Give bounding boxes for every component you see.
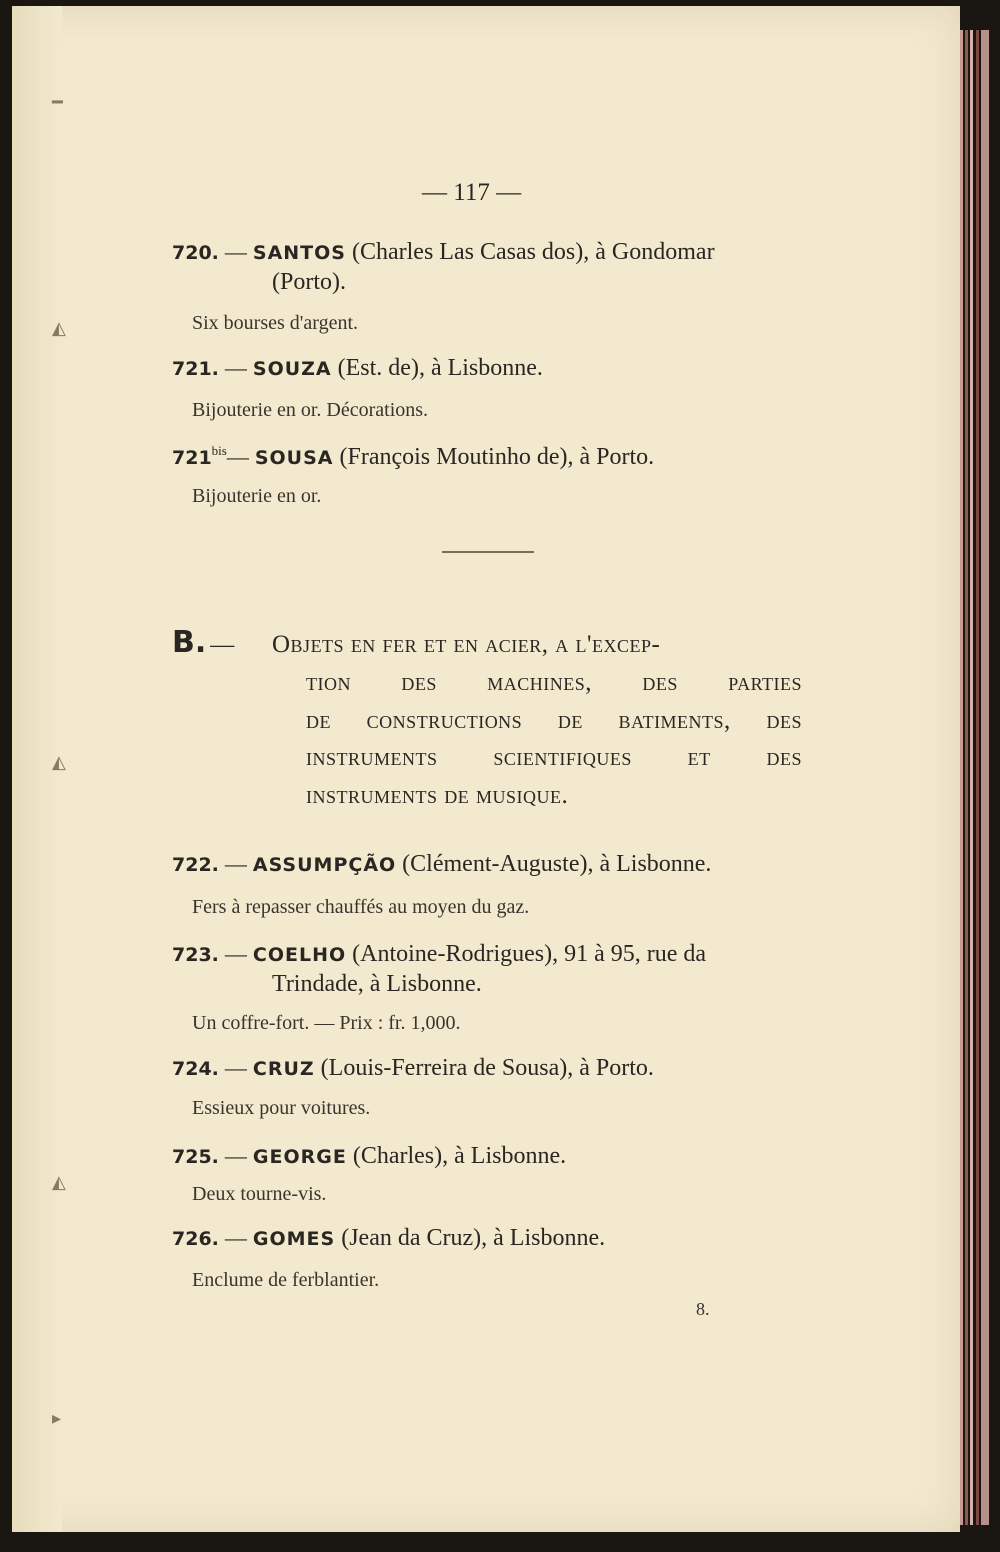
entry-number: 724. (172, 1058, 219, 1080)
exhibitor-name: GOMES (252, 1228, 336, 1250)
exhibitor-name: GEORGE (252, 1146, 347, 1168)
exhibitor-details: (Clément-Auguste), à Lisbonne. (402, 851, 712, 877)
entry-number: 726. (172, 1228, 219, 1250)
exhibitor-details: (Jean da Cruz), à Lisbonne. (341, 1225, 606, 1251)
entry-description: Un coffre-fort. — Prix : fr. 1,000. (192, 1012, 461, 1034)
entry-726 (172, 1226, 605, 1250)
entry-722 (172, 852, 711, 876)
section-heading-line-3: de constructions de batiments, des (306, 707, 802, 734)
binding-mark: ━ (52, 92, 63, 112)
section-letter-label: B. (172, 625, 207, 660)
entry-number-suffix: bis (211, 443, 227, 458)
entry-continuation: (Porto). (272, 269, 346, 295)
entry-description: Bijouterie en or. Décorations. (192, 399, 429, 421)
entry-724 (172, 1056, 654, 1080)
exhibitor-name: SANTOS (252, 242, 346, 264)
section-heading-line-1: Objets en fer et en acier, a l'excep- (272, 631, 661, 658)
entry-description: Six bourses d'argent. (192, 312, 358, 334)
entry-721-bis (172, 444, 654, 469)
entry-number: 725. (172, 1146, 219, 1168)
exhibitor-name: ASSUMPÇÃO (252, 854, 397, 876)
exhibitor-name: COELHO (252, 944, 347, 966)
entry-dash: — (224, 851, 247, 876)
exhibitor-name: CRUZ (252, 1058, 315, 1080)
entry-dash: — (224, 941, 247, 966)
exhibitor-details: (Charles Las Casas dos), à Gondomar (351, 239, 715, 265)
entry-description: Fers à repasser chauffés au moyen du gaz. (192, 896, 530, 918)
entry-description: Deux tourne-vis. (192, 1183, 327, 1205)
entry-number: 722. (172, 854, 219, 876)
entry-number: 720. (172, 242, 219, 264)
entry-dash: — (226, 444, 249, 469)
entry-description: Enclume de ferblantier. (192, 1269, 380, 1291)
exhibitor-details: (Louis-Ferreira de Sousa), à Porto. (320, 1055, 654, 1081)
page-edge (970, 30, 973, 1525)
section-divider (442, 551, 534, 553)
exhibitor-details: (Charles), à Lisbonne. (352, 1143, 567, 1169)
entry-725 (172, 1144, 566, 1168)
exhibitor-name: SOUSA (254, 447, 334, 469)
page-edge (965, 30, 968, 1525)
entry-number: 721. (172, 358, 219, 380)
entry-description: Essieux pour voitures. (192, 1097, 371, 1119)
page-number: — 117 — (422, 179, 522, 206)
entry-description: Bijouterie en or. (192, 485, 322, 507)
entry-dash: — (224, 1143, 247, 1168)
page-edge (960, 30, 963, 1525)
entry-dash: — (224, 1055, 247, 1080)
signature-mark: 8. (696, 1299, 710, 1319)
entry-dash: — (224, 239, 247, 264)
entry-720 (172, 240, 715, 264)
entry-continuation: Trindade, à Lisbonne. (272, 971, 482, 997)
binding-mark: ▸ (52, 1408, 62, 1428)
binding-mark: ◭ (52, 752, 66, 772)
exhibitor-details: (François Moutinho de), à Porto. (339, 444, 655, 470)
section-dash: — (210, 632, 235, 658)
entry-723 (172, 942, 706, 966)
section-letter (172, 625, 235, 660)
page-edge (976, 30, 979, 1525)
page-edge (981, 30, 989, 1525)
exhibitor-details: (Antoine-Rodrigues), 91 à 95, rue da (352, 941, 707, 967)
exhibitor-details: (Est. de), à Lisbonne. (337, 355, 543, 381)
section-heading-line-5: instruments de musique. (306, 782, 569, 809)
entry-721 (172, 356, 543, 380)
exhibitor-name: SOUZA (252, 358, 332, 380)
entry-number: 723. (172, 944, 219, 966)
entry-dash: — (224, 355, 247, 380)
entry-number: 721 (172, 447, 212, 469)
entry-dash: — (224, 1225, 247, 1250)
binding-mark: ◭ (52, 1172, 66, 1192)
section-heading-line-2: tion des machines, des parties (306, 669, 802, 696)
binding-mark: ◭ (52, 318, 66, 338)
section-heading-line-4: instruments scientifiques et des (306, 744, 802, 771)
